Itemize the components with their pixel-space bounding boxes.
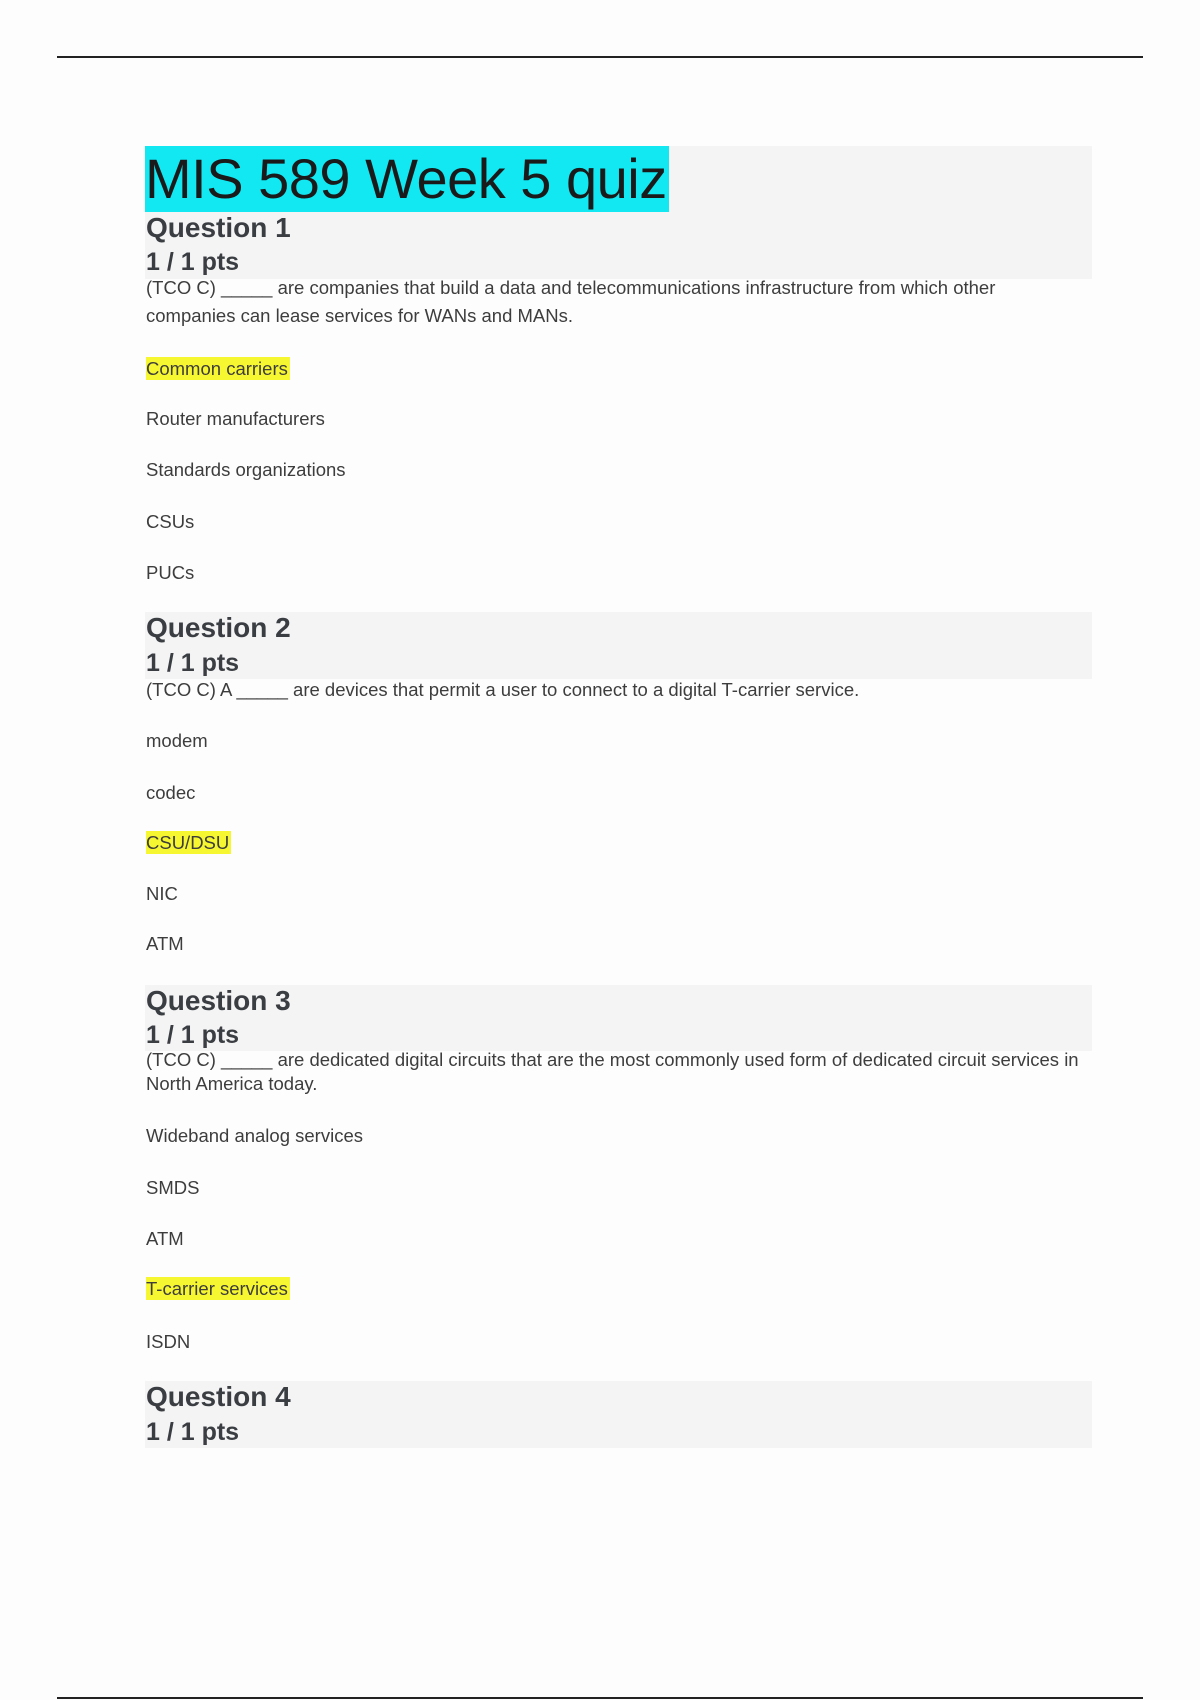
question-2-text: (TCO C) A _____ are devices that permit a user to connect to a digital T-carrier service. [146,679,860,700]
question-3-points: 1 / 1 pts [146,1021,240,1049]
question-1-option-1 [146,357,290,381]
question-2-points: 1 / 1 pts [146,649,240,677]
question-1-option-2: Router manufacturers [146,408,325,429]
question-2-option-3 [146,831,231,855]
question-4-heading: Question 4 [146,1381,291,1412]
question-2-option-2: codec [146,782,196,803]
top-rule [57,56,1143,58]
question-4-points: 1 / 1 pts [146,1418,240,1446]
question-1-heading: Question 1 [146,212,291,243]
question-3-option-5: ISDN [146,1331,191,1352]
question-1-option-4: CSUs [146,511,195,532]
question-1-option-1-label: Common carriers [146,358,288,379]
question-2-option-3-label: CSU/DSU [146,832,230,853]
question-2-heading: Question 2 [146,612,291,643]
question-3-text: (TCO C) _____ are dedicated digital circuits that are the most commonly used form of dedicated circuit services in North America today. [146,1049,1079,1094]
question-1-option-5: PUCs [146,562,195,583]
question-3-option-1: Wideband analog services [146,1125,363,1146]
question-2-option-1: modem [146,730,208,751]
bottom-rule [57,1697,1143,1699]
question-2-option-5: ATM [146,933,184,954]
document-title-wrap [145,146,669,212]
document-title: MIS 589 Week 5 quiz [145,147,667,210]
question-3-option-3: ATM [146,1228,184,1249]
question-2-option-4: NIC [146,883,178,904]
question-1-option-3: Standards organizations [146,459,346,480]
question-1-text: (TCO C) _____ are companies that build a data and telecommunications infrastructure from which other companies can lease services for WANs and MANs. [146,277,996,326]
question-3-option-4 [146,1277,290,1301]
question-3-option-4-label: T-carrier services [146,1278,288,1299]
question-3-heading: Question 3 [146,985,291,1016]
question-1-points: 1 / 1 pts [146,248,240,276]
question-3-option-2: SMDS [146,1177,200,1198]
